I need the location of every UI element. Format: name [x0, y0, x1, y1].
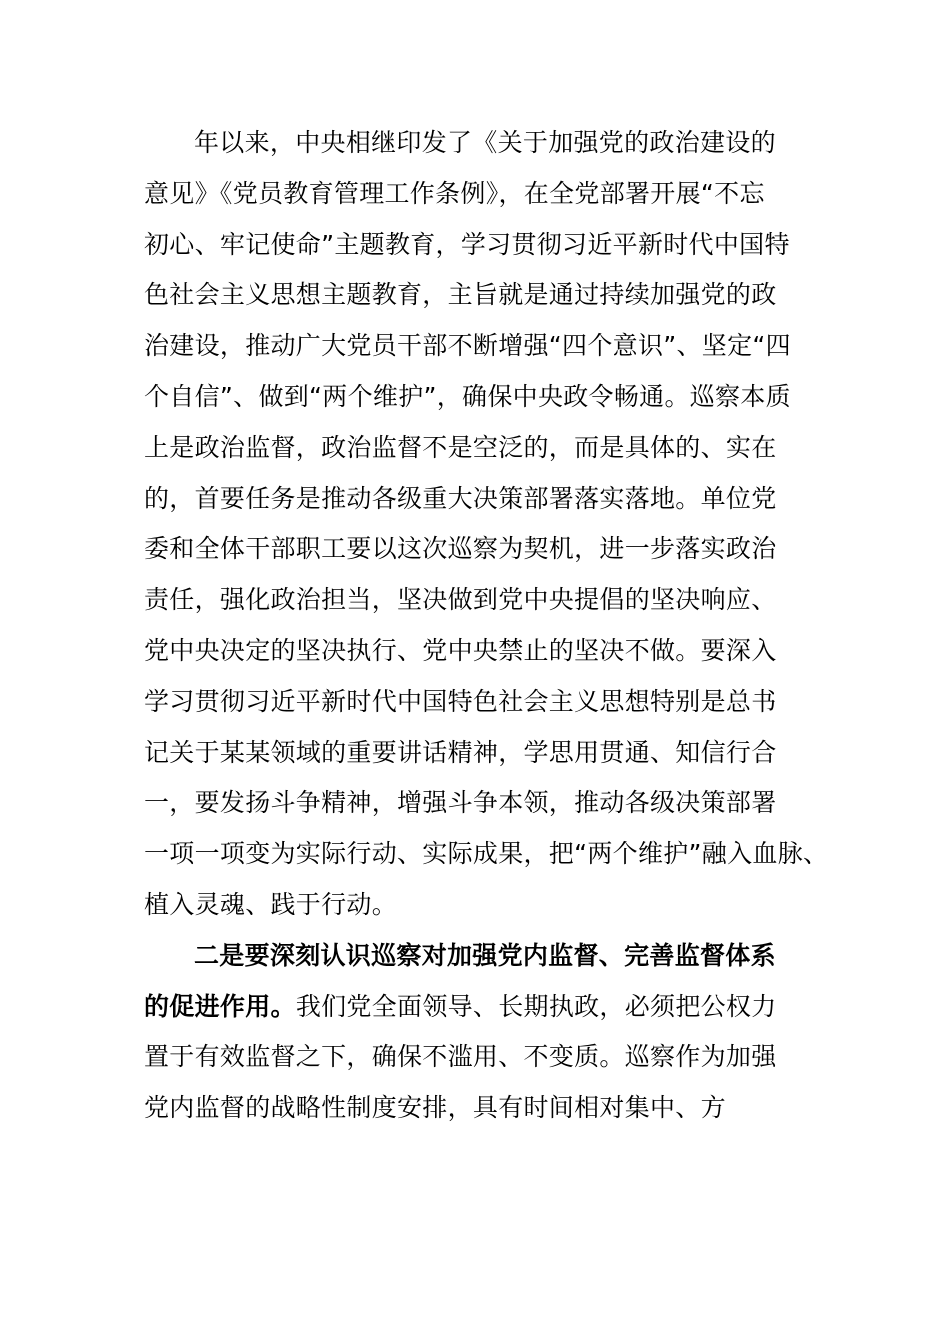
- paragraph-text: 我们党全面领导、长期执政，必须把公权力: [295, 991, 777, 1021]
- paragraph-line: 委和全体干部职工要以这次巡察为契机，进一步落实政治: [144, 534, 777, 564]
- paragraph-line: 学习贯彻习近平新时代中国特色社会主义思想特别是总书: [144, 686, 777, 716]
- paragraph-heading-line: 二是要深刻认识巡察对加强党内监督、完善监督体系: [194, 940, 776, 970]
- paragraph-line: 一，要发扬斗争精神，增强斗争本领，推动各级决策部署: [144, 788, 777, 818]
- paragraph-line: 植入灵魂、践于行动。: [144, 889, 398, 919]
- paragraph-2: [144, 931, 810, 1134]
- paragraph-line: 责任，强化政治担当，坚决做到党中央提倡的坚决响应、: [144, 585, 777, 615]
- paragraph-line: 党中央决定的坚决执行、党中央禁止的坚决不做。要深入: [144, 635, 777, 665]
- paragraph-line: [144, 982, 810, 1033]
- paragraph-line: 党内监督的战略性制度安排，具有时间相对集中、方: [144, 1093, 726, 1123]
- paragraph-line: 一项一项变为实际行动、实际成果，把“两个维护”融入血脉、: [144, 839, 829, 869]
- paragraph-line: 治建设，推动广大党员干部不断增强“四个意识”、坚定“四: [144, 331, 791, 361]
- paragraph-line: 意见》《党员教育管理工作条例》，在全党部署开展“不忘: [144, 178, 765, 208]
- paragraph-line: 置于有效监督之下，确保不滥用、不变质。巡察作为加强: [144, 1042, 777, 1072]
- paragraph-heading-tail: 的促进作用。: [144, 991, 296, 1021]
- paragraph-line: 上是政治监督，政治监督不是空泛的，而是具体的、实在: [144, 432, 777, 462]
- paragraph-line: 年以来，中央相继印发了《关于加强党的政治建设的: [194, 128, 776, 157]
- document-body: [144, 118, 829, 1134]
- paragraph-line: 的，首要任务是推动各级重大决策部署落实落地。单位党: [144, 483, 777, 513]
- paragraph-line: 初心、牢记使命”主题教育，学习贯彻习近平新时代中国特: [144, 229, 790, 259]
- paragraph-line: 个自信”、做到“两个维护”，确保中央政令畅通。巡察本质: [144, 381, 791, 411]
- paragraph-line: 记关于某某领域的重要讲话精神，学思用贯通、知信行合: [144, 737, 777, 767]
- paragraph-line: 色社会主义思想主题教育，主旨就是通过持续加强党的政: [144, 280, 777, 310]
- paragraph-1: [144, 118, 829, 931]
